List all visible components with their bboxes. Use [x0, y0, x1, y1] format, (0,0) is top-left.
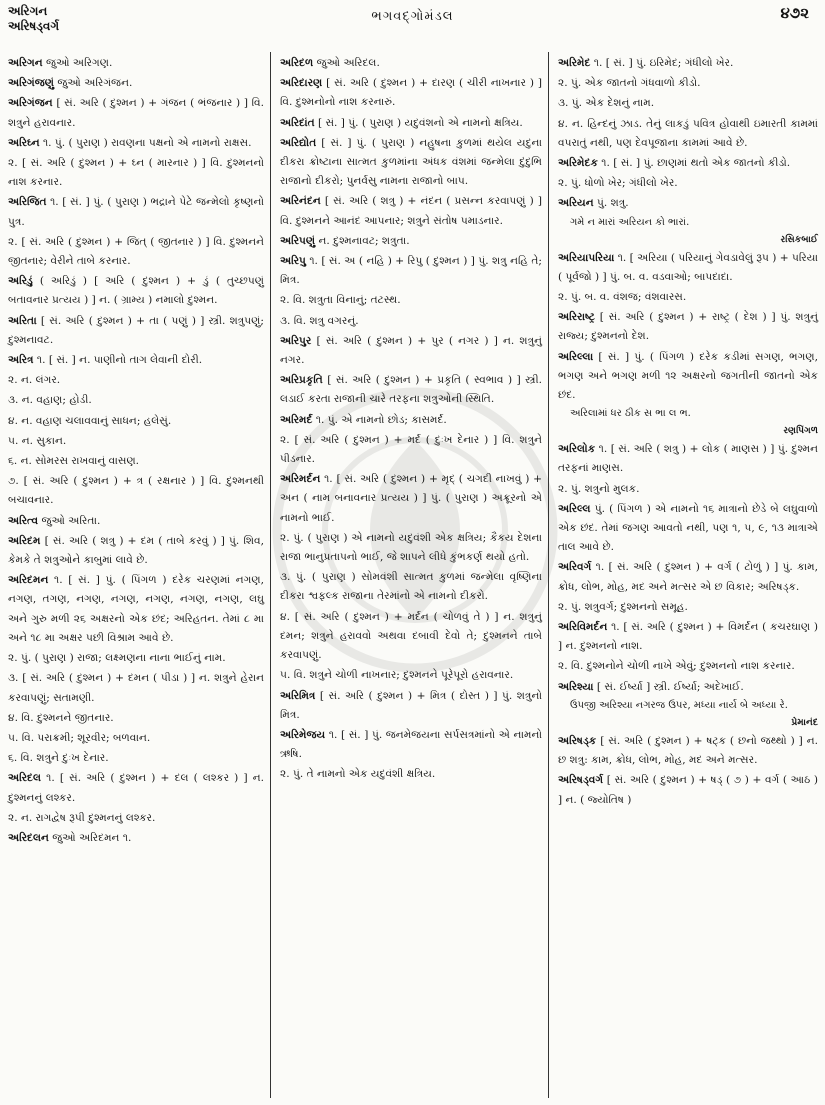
definition-text: જુઓ અરિગંજન.: [54, 77, 133, 90]
dictionary-entry: [280, 252, 542, 290]
definition-text: ૩. પું. ( પુરાણ ) સોમવંશી સાત્મત કુળમાં જન્મેલા વૃષ્ણિના દીકરા શ્વફલ્ક રાજાના તેરમાંનો એ નામનો દીકરો.: [280, 571, 542, 603]
entry-sense: [558, 480, 818, 499]
definition-text: ૨. ન. લંગર.: [8, 374, 61, 387]
dictionary-entry: [558, 154, 818, 173]
headword: અરિરાષ્ટ્ર: [558, 311, 595, 324]
definition-text: ૧. [ સં. ] પું. ( પિંગળ ) દરેક ચરણમાં નગણ, નગણ, તગણ, નગણ, નગણ, નગણ, નગણ, નગણ, લઘુ અને ગુરુ મળી ૨૬ અક્ષરનો એક છંદ; અરિહતન. તેમાં ૮ મા અને ૧૮ મા અક્ષર પછી વિશ્રામ આવે છે.: [8, 574, 264, 644]
definition-text: ૪. [ સં. અરિ ( દુશ્મન ) + મર્દન ( ચોળવું તે ) ] ન. શત્રુનું દમન; શત્રુને હરાવવો અથવા દબાવી દેવો તે; દુશ્મનને તાબે કરવાપણું.: [280, 610, 542, 662]
headword: અરિનંદન: [280, 195, 321, 208]
dictionary-entry: [280, 114, 542, 133]
dictionary-entry: [8, 193, 264, 231]
definition-text: ૨. પું. ધોળો ખેર; ગંધીલો ખેર.: [558, 177, 678, 190]
quotation: ઉપજી અરિશ્યા નગરજ ઉપર, મધ્યા નાર્ય બે અધ્યા રે.: [570, 699, 788, 711]
entry-sense: [558, 598, 818, 617]
entry-sense: [280, 312, 542, 331]
dictionary-entry: [558, 308, 818, 346]
entry-sense: [8, 233, 264, 271]
dictionary-title: ભગવદ્ગોમંડલ: [371, 9, 454, 24]
entry-sense: [280, 431, 542, 469]
dictionary-entry: [8, 532, 264, 570]
dictionary-entry: [280, 687, 542, 725]
definition-text: ૩. ન. વહાણ; હોડી.: [8, 394, 92, 407]
entry-sense: [8, 472, 264, 510]
definition-text: ૨. પું. ( પુરાણ ) રાજા; લક્ષ્મણના નાના ભાઈનું નામ.: [8, 652, 226, 665]
definition-text: ૬. ન. સોમરસ રાખવાનું વાસણ.: [8, 455, 140, 468]
headword: અરિવિમર્દન: [558, 621, 608, 634]
definition-text: ૩. વિ. શત્રુ વગરનું.: [280, 314, 359, 327]
dictionary-entry: [8, 54, 264, 73]
column-divider: [270, 52, 271, 1098]
dictionary-entry: [558, 678, 818, 697]
definition-text: ૨. વિ. શત્રુતા વિનાનું; તટસ્થ.: [280, 294, 401, 307]
quotation: અરિલામાં ધર ઠીક સ ભા લ ભ.: [570, 408, 691, 420]
entry-sense: [280, 666, 542, 685]
definition-text: ૧. [ સં. અરિ ( દુશ્મન ) + મૃદ્ ( ચગદી નાખવું ) + અન ( નામ બનાવનાર પ્રત્યય ) ] પું. ( પુરાણ ) અક્રૂરનો એ નામનો ભાઈ.: [280, 473, 542, 524]
citation-author: રણપિંગળ: [783, 425, 818, 437]
dictionary-entry: [558, 194, 818, 213]
definition-text: ન. દુશ્મનાવટ; શત્રુતા.: [315, 234, 410, 247]
guide-word-last: અરિષડ્વર્ગ: [8, 19, 60, 33]
dictionary-entry: [8, 312, 264, 350]
dictionary-entry: [8, 571, 264, 648]
headword: અરિત્વ: [8, 514, 39, 527]
definition-text: ૫. વિ. પરાક્રમી; શૂરવીર; બળવાન.: [8, 731, 151, 744]
definition-text: ( અરિડું ) [ અરિ ( દુશ્મન ) + ડું ( તુચ્છપણું બતાવનાર પ્રત્યય ) ] ન. ( ગ્રામ્ય ) નમાલો દુશ્મન.: [8, 275, 264, 307]
headword: અરિલોક: [558, 443, 596, 456]
headword: અરિદાંત: [280, 116, 315, 129]
headword: અરિપણું: [280, 234, 316, 247]
headword: અરિમેદ: [558, 57, 591, 69]
headword: અરિજિત: [8, 196, 47, 209]
definition-text: [ સં. અરિ ( શત્રુ ) + દમ ( તાબે કરવું ) ] પું. શિવ, કેમકે તે શત્રુઓને કાબુમાં લાવે છે.: [8, 534, 264, 567]
definition-text: [ સં. ] પું. ( પુરાણ ) નહુષના કુળમાં થયેલ યદુના દીકરા ક્રોષ્ટાના સાત્મત કુળમાંના અંધક વંશમાં જન્મેલા દુંદુભિ રાજાનો દીકરો; પુનર્વસુ નામના રાજાનો બાપ.: [280, 136, 542, 188]
headword: અરિવર્ગ: [558, 561, 592, 574]
entry-sense: [558, 288, 818, 307]
column-divider: [548, 52, 549, 1098]
definition-text: ૧. [ સં. ] ન. પાણીનો તાગ લેવાની દોરી.: [33, 354, 203, 367]
page-header: [0, 0, 825, 46]
entry-sense: [8, 432, 264, 451]
entry-sense: [558, 74, 818, 93]
definition-text: ૧. પું. ( પુરાણ ) રાવણના પક્ષનો એ નામનો રાક્ષસ.: [39, 136, 252, 149]
definition-text: ૧. [ સં. અરિ ( દુશ્મન ) + વર્ગ ( ટોળું ) ] પું. કામ, ક્રોધ, લોભ, મોહ, મદ અને મત્સર એ છ વિકાર; અરિષડ્ક.: [558, 561, 818, 593]
definition-text: ૧. [ સં. અ ( નહિ ) + રિપુ ( દુશ્મન ) ] પું. શત્રુ નહિ તે; મિત્ર.: [280, 255, 542, 287]
definition-text: જુઓ અરિદલ.: [313, 57, 380, 69]
definition-text: જુઓ અરિતા.: [38, 514, 101, 527]
definition-text: ૧. [ અરિયા ( પરિયાનું ગેવડાવેલું રૂપ ) + પરિયા ( પૂર્વજો ) ] પું. બ. વ. વડવાઓ; બાપદાદા.: [558, 251, 818, 283]
headword: અરિગંજન: [8, 97, 53, 110]
definition-text: ૨. પું. ( પુરાણ ) એ નામનો યદુવંશી એક ક્ષત્રિય; કૈકય દેશના રાજા ભાનુપ્રતાપનો ભાઈ, જે શાપને લીધે કુંભકર્ણ થયો હતો.: [280, 531, 542, 564]
entry-sense: [280, 568, 542, 606]
headword: અરિયન: [558, 197, 594, 210]
headword: અરિદલન: [8, 831, 49, 844]
headword: અરિષડ્વર્ગ: [558, 774, 604, 787]
definition-text: [ સં. અરિ ( દુશ્મન ) + દારણ ( ચીરી નાખનાર ) ] વિ. દુશ્મનોનો નાશ કરનારું.: [280, 77, 542, 109]
entry-sense: [8, 809, 264, 828]
definition-text: ૧. [ સં. ] પું. જનમેજયના સર્પસત્રમાંનો એ નામનો ઋષિ.: [280, 728, 542, 761]
dictionary-entry: [280, 332, 542, 370]
dictionary-entry: [280, 411, 542, 430]
definition-text: ૬. વિ. શત્રુને દુઃખ દેનાર.: [8, 752, 109, 765]
definition-text: ૧. [ સં. અરિ ( દુશ્મન ) + દલ ( લશ્કર ) ] ન. દુશ્મનનું લશ્કર.: [8, 772, 264, 804]
definition-text: [ સં. અરિ ( દુશ્મન ) + રાષ્ટ્ર ( દેશ ) ] પું. શત્રુનું રાજ્ય; દુશ્મનનો દેશ.: [558, 311, 818, 343]
entry-sense: [8, 154, 264, 192]
definition-text: [ સં. અરિ ( દુશ્મન ) + ષડ્ ( ૭ ) + વર્ગ ( આઠ ) ] ન. ( જ્યોતિષ ): [558, 774, 818, 806]
headword: અરિમર્દ: [280, 413, 313, 426]
definition-text: પું. શત્રુ.: [593, 197, 629, 210]
entry-sense: [280, 291, 542, 310]
definition-text: ૫. વિ. શત્રુને ચોળી નાખનાર; દુશ્મનને પૂરેપૂરો હરાવનાર.: [280, 669, 514, 682]
dictionary-entry: [280, 371, 542, 409]
definition-text: પું. ( પિંગળ ) એ નામનો ૧૬ માત્રાનો છેડે બે લઘુવાળો એક છંદ. તેમાં જગણ આવતો નથી, પણ ૧, ૫, ૯, ૧૩ માત્રાએ તાલ આવે છે.: [558, 502, 818, 554]
definition-text: [ સં. ઈર્ષ્યા ] સ્ત્રી. ઈર્ષ્યા; અદેખાઈ.: [593, 680, 744, 693]
headword: અરિદલ: [8, 772, 41, 785]
entry-sense: [280, 765, 542, 784]
citation-author: રસિકબાઈ: [780, 233, 818, 245]
dictionary-entry: [280, 232, 542, 251]
headword: અરિગન: [8, 57, 43, 69]
entry-sense: [558, 115, 818, 153]
definition-text: ૨. પું. શત્રુનો મુલક.: [558, 482, 640, 495]
definition-text: જુઓ અરિદમન ૧.: [48, 831, 132, 844]
definition-text: ૨. પું. તે નામનો એક યદુવંશી ક્ષત્રિય.: [280, 768, 436, 781]
dictionary-entry: [8, 769, 264, 807]
entry-sense: [8, 669, 264, 707]
entry-sense: [280, 608, 542, 666]
entry-sense: [8, 412, 264, 431]
headword: અરિલ્લ: [558, 502, 591, 515]
entry-sense: [8, 452, 264, 471]
dictionary-column-1: [8, 54, 264, 849]
headword: અરિયાપરિયા: [558, 251, 615, 264]
definition-text: ૨. વિ. દુશ્મનોને ચોળી નાખે એવું; દુશ્મનનો નાશ કરનાર.: [558, 660, 795, 673]
headword: અરિદળ: [280, 57, 314, 69]
definition-text: [ સં. અરિ ( દુશ્મન ) + ષટ્ક ( છનો જથ્થો ) ] ન. છ શત્રુ: કામ, ક્રોધ, લોભ, મોહ, મદ અને મત્સર.: [558, 734, 818, 767]
headword: અરિત્ર: [8, 354, 34, 367]
headword: અરિમેદક: [558, 157, 598, 170]
entry-sense: [8, 709, 264, 728]
definition-text: ૨. [ સં. અરિ ( દુશ્મન ) + મર્દ ( દુઃખ દેનાર ) ] વિ. શત્રુને પીડનાર.: [280, 433, 542, 466]
dictionary-entry: [280, 726, 542, 764]
definition-text: ૧. [ સં. અરિ ( દુશ્મન ) + વિમર્દન ( કચરઘાણ ) ] ન. દુશ્મનનો નાશ.: [558, 621, 818, 653]
dictionary-entry: [558, 732, 818, 770]
definition-text: જુઓ અરિગણ.: [42, 57, 113, 69]
definition-text: ૧. પું. એ નામનો છોડ; કાસમર્દ.: [312, 413, 447, 426]
citation-author: પ્રેમાનંદ: [791, 716, 818, 728]
headword: અરિમર્દન: [280, 473, 321, 486]
dictionary-entry: [280, 74, 542, 112]
dictionary-entry: [8, 829, 264, 848]
definition-text: ૨. ન. રાગદ્વેષ રૂપી દુશ્મનનું લશ્કર.: [8, 811, 156, 824]
definition-text: ૧. [ સં. ] પું. ઇરિમેદ; ગંધીલો ખેર.: [590, 57, 734, 69]
dictionary-entry: [558, 771, 818, 809]
dictionary-entry: [8, 94, 264, 132]
dictionary-entry: [558, 348, 818, 406]
definition-text: ૪. ન. વહાણ ચલાવવાનું સાધન; હલેસું.: [8, 414, 172, 427]
entry-sense: [8, 371, 264, 390]
definition-text: ૧. [ સં. ] પું. ( પુરાણ ) ભદ્રાને પેટે જન્મેલો કૃષ્ણનો પુત્ર.: [8, 196, 264, 228]
headword: અરિગંજણું: [8, 77, 55, 90]
definition-text: ૨. પું. બ. વ. વંશજ; વંશવારસ.: [558, 291, 687, 304]
headword: અરિદમ: [8, 534, 41, 547]
definition-text: ૨. પું. શત્રુવર્ગ; દુશ્મનનો સમૂહ.: [558, 600, 688, 613]
definition-text: ૧. [ સં. ] પું. છાણમાં થતો એક જાતનો કીડો.: [597, 157, 791, 170]
definition-text: [ સં. અરિ ( દુશ્મન ) + પ્રકૃતિ ( સ્વભાવ ) ] સ્ત્રી. લડાઈ કરતા રાજાની ચારે તરફના શત્રુઓની સ્થિતિ.: [280, 374, 542, 406]
definition-text: [ સં. અરિ ( દુશ્મન ) + ગંજન ( ભંજનાર ) ] વિ. શત્રુને હરાવનાર.: [8, 97, 264, 129]
dictionary-entry: [558, 440, 818, 478]
definition-text: ૩. પું. એક દેશનું નામ.: [558, 97, 655, 110]
definition-text: ૭. [ સં. અરિ ( દુશ્મન ) + ત્ર ( રક્ષનાર ) ] વિ. દુશ્મનથી બચાવનાર.: [8, 475, 264, 507]
dictionary-entry: [8, 74, 264, 93]
quotation: ગમે ન મારાં અરિયન કો ભારાં.: [570, 216, 690, 228]
entry-sense: [280, 529, 542, 567]
definition-text: [ સં. ] પું. ( પિંગળ ) દરેક કડીમાં સગણ, ભગણ, ભગણ અને ભગણ મળી ૧૨ અક્ષરનો જગતીની જાતનો એક છંદ.: [558, 350, 818, 402]
entry-sense: [8, 649, 264, 668]
definition-text: [ સં. ] પું. ( પુરાણ ) યદુવંશનો એ નામનો ક્ષત્રિય.: [314, 116, 523, 129]
headword: અરિપ્રકૃતિ: [280, 374, 323, 387]
dictionary-entry: [280, 54, 542, 73]
entry-sense: [558, 94, 818, 113]
headword: અરિદમન: [8, 574, 49, 587]
definition-text: [ સં. અરિ ( શત્રુ ) + નંદન ( પ્રસન્ન કરવાપણું ) ] વિ. દુશ્મનને આનંદ આપનાર; શત્રુને સંતોષ પમાડનાર.: [280, 195, 542, 227]
dictionary-entry: [8, 512, 264, 531]
definition-text: [ સં. અરિ ( દુશ્મન ) + તા ( પણું ) ] સ્ત્રી. શત્રુપણું; દુશ્મનાવટ.: [8, 314, 264, 346]
dictionary-entry: [558, 54, 818, 73]
dictionary-entry: [280, 470, 542, 528]
entry-sense: [558, 657, 818, 676]
dictionary-entry: [280, 192, 542, 230]
dictionary-entry: [8, 351, 264, 370]
definition-text: ૩. [ સં. અરિ ( દુશ્મન ) + દમન ( પીડા ) ] ન. શત્રુને હેરાન કરવાપણું; સતામણી.: [8, 672, 264, 704]
headword: અરિતા: [8, 314, 37, 327]
entry-sense: [558, 174, 818, 193]
entry-sense: [8, 729, 264, 748]
definition-text: ૪. વિ. દુશ્મનને જીતનાર.: [8, 711, 114, 724]
dictionary-entry: [8, 134, 264, 153]
guide-word-first: અરિગન: [8, 4, 48, 18]
dictionary-entry: [558, 500, 818, 558]
headword: અરિષડ્ક: [558, 734, 597, 747]
page-number: ૪૭૨: [780, 4, 809, 22]
dictionary-column-3: [558, 54, 818, 811]
definition-text: ૨. પું. એક જાતનો ગંધવાળો કીડો.: [558, 77, 701, 90]
headword: અરિઘ્ન: [8, 136, 40, 149]
entry-sense: [8, 749, 264, 768]
definition-text: [ સં. અરિ ( દુશ્મન ) + પુર ( નગર ) ] ન. શત્રુનું નગર.: [280, 334, 542, 367]
headword: અરિપુર: [280, 334, 312, 347]
headword: અરિદારણ: [280, 77, 323, 90]
dictionary-entry: [558, 618, 818, 656]
dictionary-entry: [558, 558, 818, 596]
headword: અરિશ્યા: [558, 680, 594, 693]
entry-sense: [8, 391, 264, 410]
headword: અરિપુ: [280, 255, 306, 268]
definition-text: ૨. [ સં. અરિ ( દુશ્મન ) + જિત્ ( જીતનાર ) ] વિ. દુશ્મનને જીતનાર; વેરીને તાબે કરનાર.: [8, 235, 264, 268]
definition-text: [ સં. અરિ ( દુશ્મન ) + મિત્ર ( દોસ્ત ) ] પું. શત્રુનો મિત્ર.: [280, 689, 542, 721]
headword: અરિલ્લા: [558, 350, 594, 363]
headword: અરિદ્યોત: [280, 136, 317, 149]
definition-text: ૧. [ સં. અરિ ( શત્રુ ) + લોક ( માણસ ) ] પું. દુશ્મન તરફનાં માણસ.: [558, 443, 818, 475]
dictionary-entry: [558, 249, 818, 287]
definition-text: ૫. ન. સુકાન.: [8, 434, 67, 447]
headword: અરિડું: [8, 275, 33, 288]
dictionary-entry: [8, 272, 264, 310]
headword: અરિમિત્ર: [280, 689, 316, 702]
dictionary-column-2: [280, 54, 542, 786]
definition-text: ૨. [ સં. અરિ ( દુશ્મન ) + ઘ્ન ( મારનાર ) ] વિ. દુશ્મનનો નાશ કરનાર.: [8, 157, 264, 189]
headword: અરિમેજય: [280, 728, 326, 741]
dictionary-entry: [280, 134, 542, 192]
definition-text: ૪. ન. હિન્દનું ઝાડ. તેનું લાકડું પવિત્ર હોવાથી ઇમારતી કામમાં વપરાતું નથી, પણ દેવપૂજાના કામમાં આવે છે.: [558, 117, 818, 149]
